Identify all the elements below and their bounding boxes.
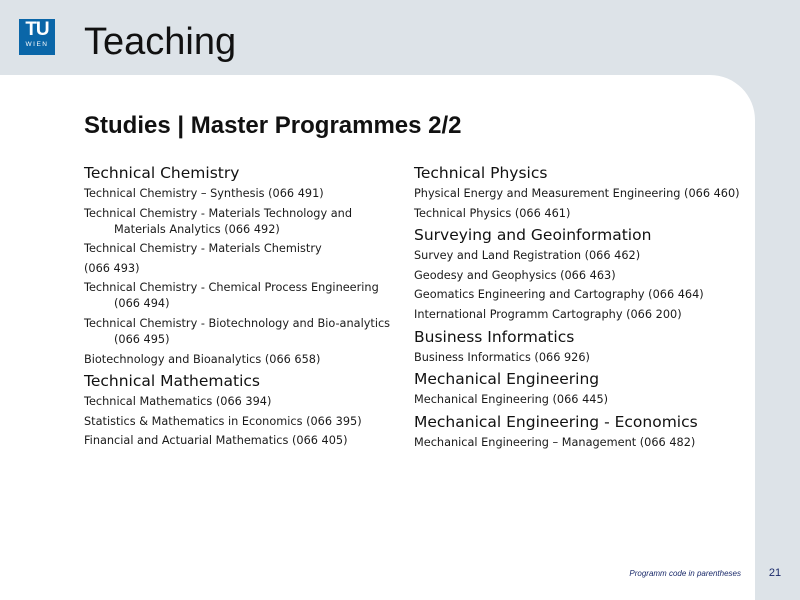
- left-column: [84, 162, 394, 453]
- right-margin-strip: [755, 75, 800, 600]
- group-technical-physics: [414, 163, 744, 222]
- group-business-informatics: [414, 327, 744, 366]
- programme-item: Biotechnology and Bioanalytics (066 658): [84, 352, 321, 366]
- programme-item: Geomatics Engineering and Cartography (066 464): [414, 288, 704, 302]
- group-technical-mathematics: [84, 371, 394, 449]
- page-title: Teaching: [84, 21, 237, 63]
- group-heading: Business Informatics: [414, 327, 575, 346]
- programme-item: Technical Physics (066 461): [414, 206, 571, 220]
- programme-item: Business Informatics (066 926): [414, 350, 590, 364]
- logo-subtext: WIEN: [25, 41, 49, 48]
- group-technical-chemistry: [84, 163, 394, 368]
- group-heading: Surveying and Geoinformation: [414, 226, 652, 245]
- programme-item: (066 493): [84, 261, 140, 275]
- group-mechanical-engineering: [414, 369, 744, 408]
- logo-mark: TU: [25, 19, 49, 40]
- right-column: [414, 162, 744, 454]
- group-heading: Technical Physics: [414, 164, 548, 182]
- programme-item: Technical Mathematics (066 394): [84, 395, 272, 409]
- slide-heading: Studies | Master Programmes 2/2: [84, 112, 462, 139]
- programme-item: Technical Chemistry – Synthesis (066 491): [84, 187, 324, 200]
- programme-item: Mechanical Engineering – Management (066 482): [414, 435, 696, 449]
- programme-item: Technical Chemistry - Materials Chemistry: [84, 242, 322, 256]
- programme-item: Technical Chemistry - Biotechnology and Bio-analytics (066 495): [84, 316, 391, 346]
- programme-item: Financial and Actuarial Mathematics (066 405): [84, 434, 348, 448]
- tu-wien-logo: [19, 19, 55, 55]
- group-mechanical-engineering-economics: [414, 412, 744, 451]
- programme-item: Survey and Land Registration (066 462): [414, 249, 641, 263]
- group-heading: Technical Mathematics: [84, 372, 260, 391]
- page-number: 21: [768, 567, 782, 579]
- group-heading: Technical Chemistry: [84, 164, 240, 182]
- programme-item: Mechanical Engineering (066 445): [414, 393, 609, 407]
- programme-item: Technical Chemistry - Chemical Process Engineering (066 494): [84, 281, 379, 311]
- group-heading: Mechanical Engineering: [414, 370, 600, 389]
- programme-item: Geodesy and Geophysics (066 463): [414, 268, 616, 282]
- group-heading: Mechanical Engineering - Economics: [414, 412, 698, 431]
- footnote: Programm code in parentheses: [629, 569, 741, 578]
- programme-item: Technical Chemistry - Materials Technology and Materials Analytics (066 492): [84, 206, 353, 236]
- programme-item: Statistics & Mathematics in Economics (066 395): [84, 414, 362, 428]
- programme-item: Physical Energy and Measurement Engineering (066 460): [414, 187, 740, 200]
- group-surveying-geoinformation: [414, 225, 744, 323]
- programme-item: International Programm Cartography (066 200): [414, 307, 682, 321]
